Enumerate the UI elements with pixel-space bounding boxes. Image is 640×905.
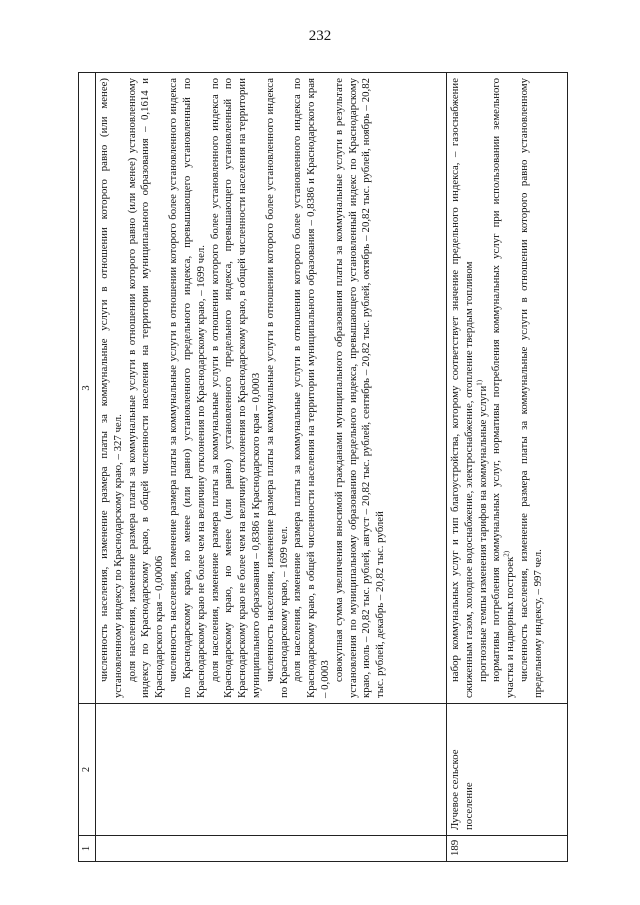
tariff-table [78, 72, 568, 862]
paragraph-text: прогнозные темпы изменения тарифов на коммунальные услуги [476, 385, 489, 682]
header-col-2: 2 [79, 704, 96, 836]
paragraph [477, 78, 491, 698]
continuation-name-cell [96, 704, 447, 836]
header-row [79, 73, 96, 862]
header-col-3: 3 [79, 73, 96, 704]
paragraph: численность населения, изменение размера платы за коммунальные услуги в отношении которого равно (или менее) установленному индексу по Краснодарскому краю, – 327 чел. [98, 78, 124, 698]
paragraph: численность населения, изменение размера платы за коммунальные услуги в отношении которого более установленного индекса по Краснодарскому краю, но менее (или равно) установленного предельного индекса, превышающего установленный по Краснодарскому краю не более чем на величину отклонения по Краснодарскому краю, – 1699 чел. [167, 78, 207, 698]
row-number: 189 [447, 836, 568, 862]
municipality-name: Лучевое сельское поселение [447, 704, 568, 836]
page-number: 232 [308, 28, 332, 44]
paragraph: набор коммунальных услуг и тип благоустройства, которому соответствует значение предельного индекса, – газоснабжение сжиженным газом, холодное водоснабжение, электроснабжение, отопление твердым топливом [449, 78, 475, 698]
continuation-number-cell [96, 836, 447, 862]
paragraph: доля населения, изменение размера платы за коммунальные услуги в отношении которого равно (или менее) установленному индексу по Краснодарскому краю, в общей численности населения на территории муниципального образования – 0,1614 и Краснодарского края – 0,00006 [125, 78, 166, 698]
paragraph [490, 78, 518, 698]
table-row [447, 73, 568, 862]
paragraph: численность населения, изменение размера платы за коммунальные услуги в отношении которого более установленного индекса по Краснодарскому краю, – 1699 чел. [263, 78, 290, 698]
continuation-content-cell [96, 73, 447, 704]
paragraph-text: нормативы потребления коммунальных услуг, нормативы потребления коммунальных услуг при использовании земельного участка и надворных построек [490, 78, 517, 698]
rotated-table-wrapper [78, 72, 568, 862]
footnote-marker: 1) [475, 379, 484, 386]
footnote-marker: 2) [502, 550, 511, 557]
row-content-cell [447, 73, 568, 704]
paragraph: совокупная сумма увеличения вносимой гражданами муниципального образования платы за коммунальные услуги в результате установления по муниципальному образованию предельного индекса, превышающего установленный индекс по Краснодарскому краю, июль – 20,82 тыс. рублей, август – 20,82 тыс. рублей, сентябрь – 20,82 тыс. рублей, октябрь – 20,82 тыс. рублей, ноябрь – 20,82 тыс. рублей, декабрь – 20,82 тыс. рублей [332, 78, 387, 698]
paragraph: численность населения, изменение размера платы за коммунальные услуги в отношении которого равно установленному предельному индексу, – 997 чел. [518, 78, 544, 698]
header-col-1: 1 [79, 836, 96, 862]
paragraph: доля населения, изменение размера платы за коммунальные услуги в отношении которого более установленного индекса по Краснодарскому краю, но менее (или равно) установленного предельного индекса, превышающего установленный по Краснодарскому краю не более чем на величину отклонения по Краснодарскому краю, в общей численности населения на территории муниципального образования – 0,8386 и Краснодарского края – 0,0003 [208, 78, 262, 698]
continuation-row [96, 73, 447, 862]
paragraph: доля населения, изменение размера платы за коммунальные услуги в отношении которого более установленного индекса по Краснодарскому краю, в общей численности населения на территории муниципального образования – 0,8386 и Краснодарского края – 0,0003 [291, 78, 331, 698]
